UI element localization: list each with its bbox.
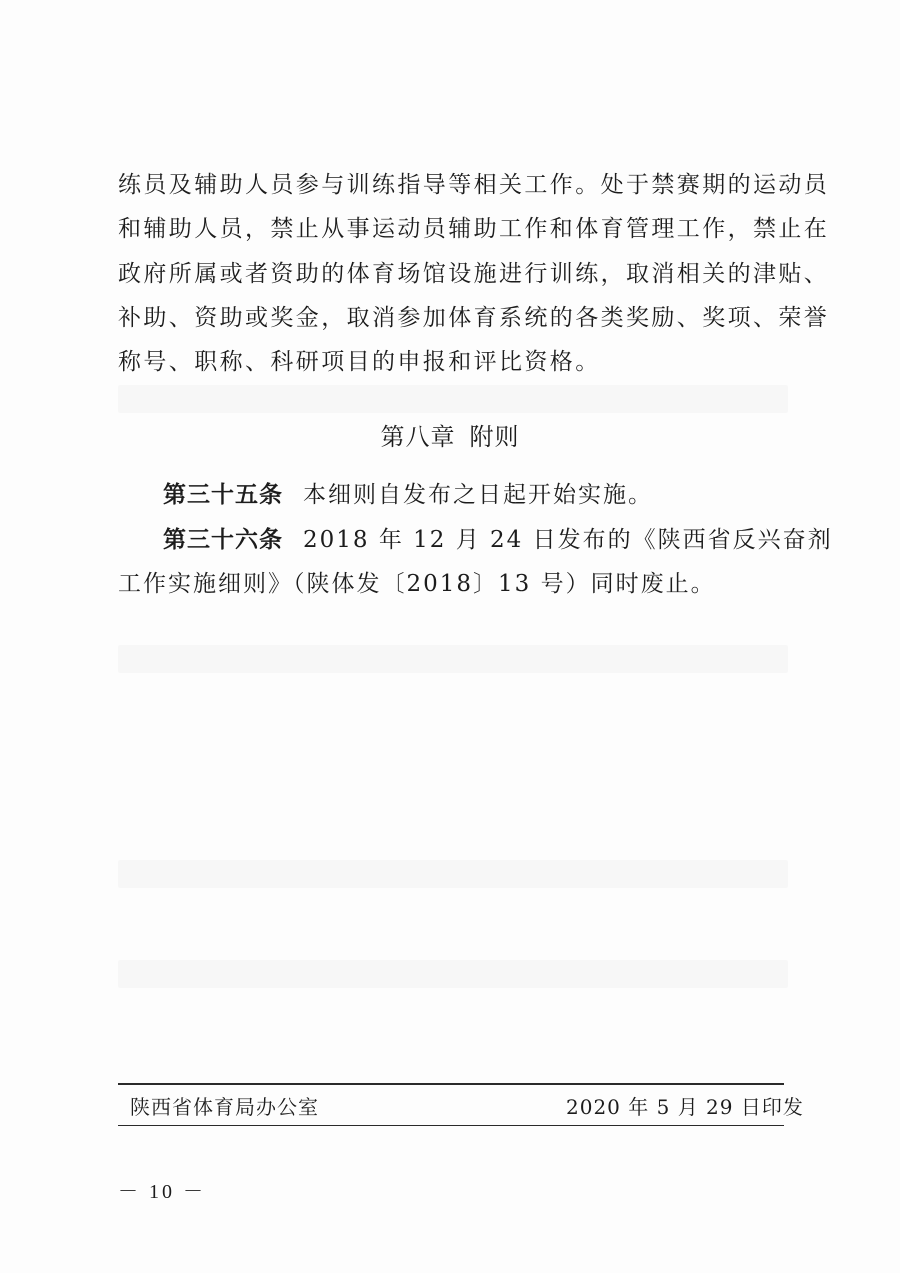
show-through-shade [118, 860, 788, 888]
chapter-heading [0, 422, 900, 452]
article-text-continued: 工作实施细则》（陕体发〔2018〕13 号）同时废止。 [118, 571, 716, 597]
chapter-title: 附则 [469, 423, 520, 451]
paragraph-line: 政府所属或者资助的体育场馆设施进行训练，取消相关的津贴、 [118, 261, 830, 287]
show-through-shade [118, 960, 788, 988]
article-number: 第三十六条 [163, 527, 283, 553]
paragraph-line: 补助、资助或奖金，取消参加体育系统的各类奖励、奖项、荣誉 [118, 305, 830, 331]
issue-date: 2020 年 5 月 29 日印发 [566, 1095, 804, 1119]
footer-rule-top [118, 1083, 784, 1085]
article-text: 本细则自发布之日起开始实施。 [303, 482, 653, 508]
chapter-number: 第八章 [380, 423, 456, 451]
paragraph-line: 称号、职称、科研项目的申报和评比资格。 [118, 349, 601, 375]
article [163, 480, 653, 510]
show-through-shade [118, 385, 788, 413]
show-through-shade [118, 645, 788, 673]
article-number: 第三十五条 [163, 482, 283, 508]
article-text: 2018 年 12 月 24 日发布的《陕西省反兴奋剂 [303, 527, 833, 553]
footer-rule-bottom [118, 1125, 784, 1126]
article [163, 525, 833, 555]
paragraph-line: 和辅助人员，禁止从事运动员辅助工作和体育管理工作，禁止在 [118, 216, 830, 242]
paragraph-line: 练员及辅助人员参与训练指导等相关工作。处于禁赛期的运动员 [118, 172, 830, 198]
page-number: － 10 － [118, 1181, 206, 1203]
issuer: 陕西省体育局办公室 [130, 1095, 319, 1119]
